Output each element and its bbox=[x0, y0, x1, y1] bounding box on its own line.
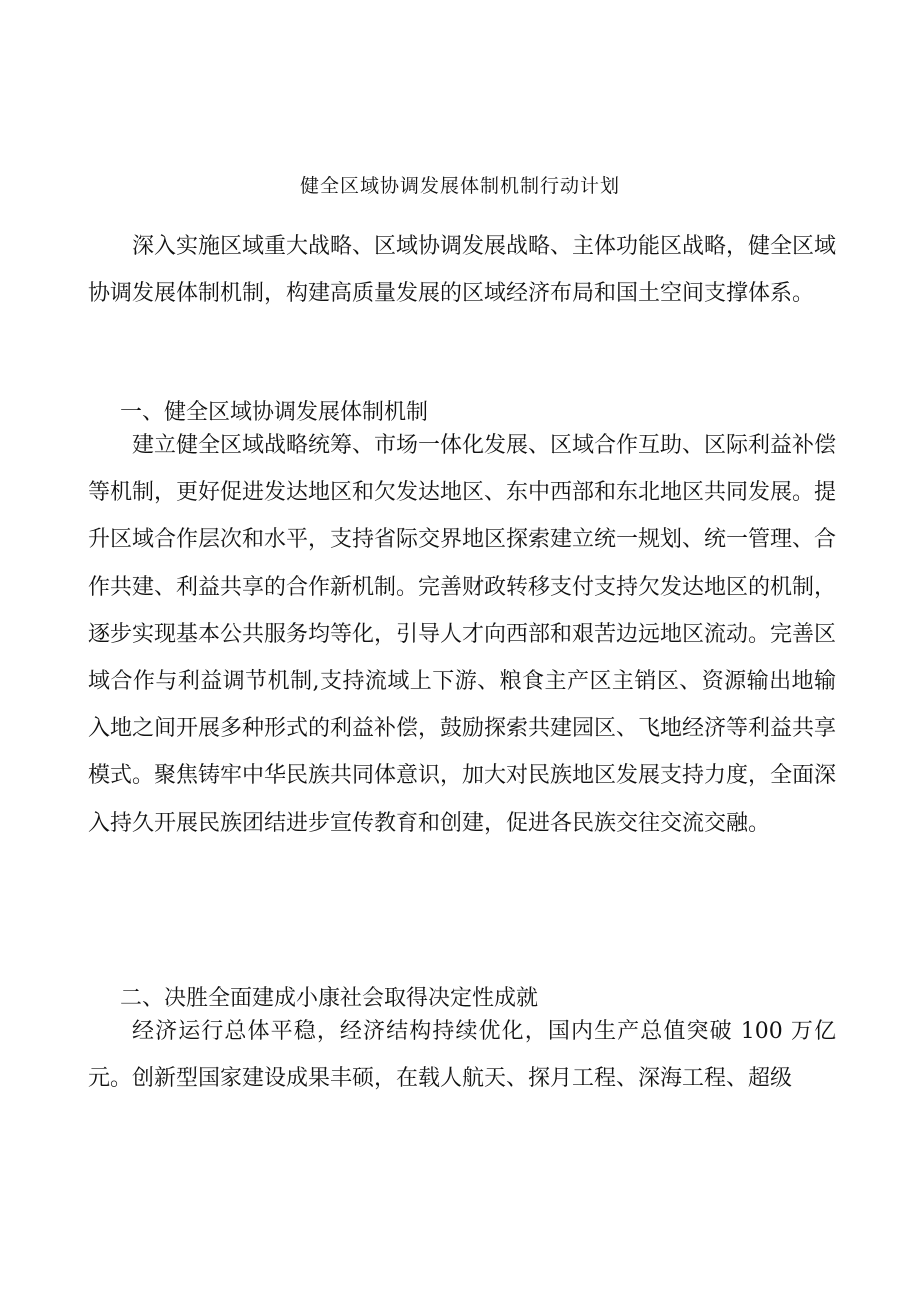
section-2-heading: 二、决胜全面建成小康社会取得决定性成就 bbox=[120, 986, 539, 1011]
section-1-heading: 一、健全区域协调发展体制机制 bbox=[120, 400, 429, 425]
section-2-paragraph: 经济运行总体平稳，经济结构持续优化，国内生产总值突破 100 万亿元。创新型国家建设成果丰硕，在载人航天、探月工程、深海工程、超级 bbox=[88, 1019, 836, 1092]
intro-paragraph: 深入实施区域重大战略、区域协调发展战略、主体功能区战略，健全区域协调发展体制机制，构建高质量发展的区域经济布局和国土空间支撑体系。 bbox=[88, 234, 837, 307]
document-title: 健全区域协调发展体制机制行动计划 bbox=[299, 175, 620, 197]
section-1-paragraph: 建立健全区域战略统筹、市场一体化发展、区域合作互助、区际利益补偿等机制，更好促进发达地区和欠发达地区、东中西部和东北地区共同发展。提升区域合作层次和水平，支持省际交界地区探索建立统一规划、统一管理、合作共建、利益共享的合作新机制。完善财政转移支付支持欠发达地区的机制，逐步实现基本公共服务均等化，引导人才向西部和艰苦边远地区流动。完善区域合作与利益调节机制,支持流域上下游、粮食主产区主销区、资源输出地输入地之间开展多种形式的利益补偿，鼓励探索共建园区、飞地经济等利益共享模式。聚焦铸牢中华民族共同体意识，加大对民族地区发展支持力度，全面深入持久开展民族团结进步宣传教育和创建，促进各民族交往交流交融。 bbox=[88, 433, 837, 836]
